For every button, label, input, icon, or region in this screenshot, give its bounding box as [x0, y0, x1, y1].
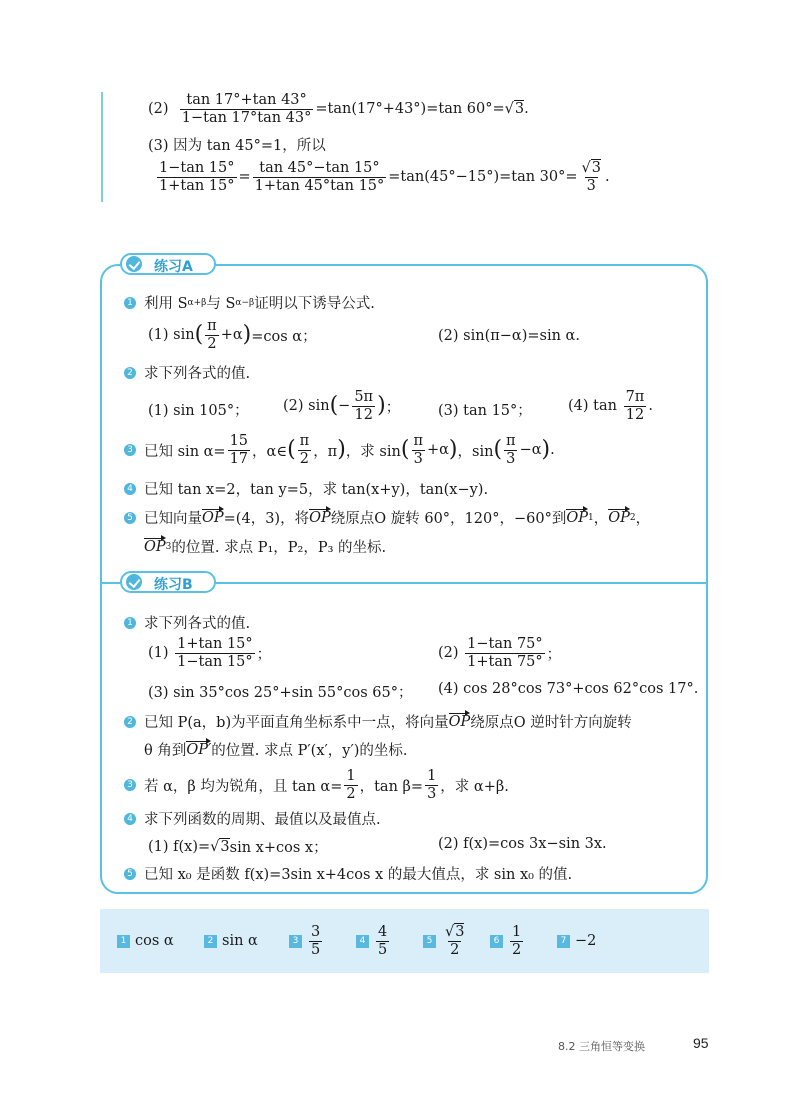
tan-fraction-1 — [175, 636, 255, 670]
fraction-denominator: 5 — [378, 941, 388, 958]
fraction-denominator: 1+tan 45°tan 15° — [254, 177, 385, 194]
practice-a-q1 — [124, 292, 375, 313]
fraction-numerator: 1 — [427, 768, 437, 784]
answer-number: 7 — [557, 935, 570, 948]
fraction-denominator: 3 — [427, 785, 437, 802]
pi-over-2 — [205, 318, 219, 352]
part3-fraction-1 — [157, 160, 237, 194]
subscript: 2 — [629, 512, 636, 523]
radicand: 3 — [220, 838, 230, 855]
answer-number: 3 — [289, 935, 302, 948]
fraction-numerator: 1−tan 75° — [467, 636, 543, 652]
answer-1 — [117, 909, 174, 973]
period: . — [524, 101, 529, 118]
question-number: 3 — [124, 444, 136, 456]
practice-a-q3 — [124, 433, 555, 467]
question-number: 1 — [124, 297, 136, 309]
practice-a-q2-part3: (3) tan 15°； — [438, 403, 532, 419]
practice-b-tab — [120, 571, 216, 593]
practice-a-q2 — [124, 362, 250, 383]
question-number: 4 — [124, 483, 136, 495]
subscript: α+β — [187, 297, 207, 308]
practice-b-q1 — [124, 612, 250, 633]
practice-b-q2 — [124, 711, 632, 732]
part2-label: (2) — [148, 101, 169, 118]
answer-number: 1 — [117, 935, 130, 948]
question-text: 求下列函数的周期、最值以及最值点. — [144, 812, 381, 828]
sqrt-3: √3 — [210, 838, 230, 855]
answer-strip — [100, 909, 709, 973]
q1-text: 与 S — [206, 296, 236, 312]
semicolon: ； — [546, 646, 562, 663]
q2-text: 绕原点O 逆时针方向旋转 — [470, 715, 632, 731]
left-paren: ( — [493, 437, 503, 463]
practice-a-tab — [120, 253, 216, 275]
fraction-numerator: π — [413, 433, 423, 449]
left-paren: ( — [400, 437, 410, 463]
equals-sign: = — [238, 169, 251, 186]
sqrt-3: √3 — [504, 101, 525, 118]
semicolon: ； — [385, 399, 401, 416]
pi-over-3 — [411, 433, 425, 467]
fifteen-over-seventeen — [228, 433, 250, 467]
fraction-denominator: 1−tan 17°tan 43° — [181, 109, 312, 126]
vector-op-1: OP — [566, 509, 588, 526]
question-number: 1 — [124, 617, 136, 629]
answer-5 — [423, 909, 468, 973]
right-paren: ) — [337, 437, 346, 463]
example-left-rule — [101, 92, 103, 202]
fraction-numerator: 3 — [311, 923, 321, 940]
vector-op-2: OP — [608, 509, 630, 526]
fraction-numerator: √3 — [581, 160, 602, 176]
function-rest: sin x+cos x； — [229, 840, 328, 856]
part3-middle: =tan(45°−15°)=tan 30°= — [388, 169, 578, 186]
q2-text: 已知 P(a，b)为平面直角坐标系中一点，将向量 — [144, 715, 449, 731]
question-number: 5 — [124, 868, 136, 880]
fraction-denominator: 3 — [506, 450, 516, 467]
fraction-denominator: 12 — [354, 406, 373, 423]
practice-b-q1-part4: (4) cos 28°cos 73°+cos 62°cos 17°. — [438, 681, 699, 697]
practice-a-q1-part1 — [148, 318, 317, 352]
practice-a-q1-part2: (2) sin(π−α)=sin α. — [438, 328, 580, 344]
q5-text: 已知向量 — [144, 511, 202, 527]
question-text: 求下列各式的值. — [144, 366, 251, 382]
q2-text: θ 角到 — [144, 743, 187, 759]
practice-b-q1-part1 — [148, 636, 271, 670]
inner-term: +α — [220, 327, 243, 344]
right-paren: ) — [448, 437, 458, 463]
answer-4 — [356, 909, 391, 973]
fraction-numerator: 1−tan 15° — [159, 160, 235, 176]
part3-fraction-3 — [580, 160, 603, 194]
q1-text: 证明以下诱导公式. — [254, 296, 375, 312]
pencil-check-icon — [126, 574, 142, 590]
radicand: 3 — [514, 101, 525, 118]
practice-b-q1-part3: (3) sin 35°cos 25°+sin 55°cos 65°； — [148, 685, 413, 701]
practice-b-q4-part2: (2) f(x)=cos 3x−sin 3x. — [438, 836, 607, 852]
fraction-numerator: 1 — [346, 768, 356, 784]
fraction-denominator: 5 — [311, 941, 321, 958]
subscript: 3 — [165, 541, 172, 552]
vector-op: OP — [448, 713, 471, 730]
practice-a-q2-part2 — [283, 389, 400, 423]
right-paren: ) — [541, 437, 551, 463]
practice-b-title: 练习B — [154, 577, 193, 593]
comma: ， — [593, 511, 609, 527]
practice-a-q2-part1: (1) sin 105°； — [148, 403, 249, 419]
fraction-denominator: 2 — [512, 941, 522, 958]
inner-term: +α — [426, 442, 449, 459]
fraction-numerator: tan 45°−tan 15° — [259, 160, 380, 176]
answer-number: 5 — [423, 935, 436, 948]
pencil-check-icon — [126, 256, 142, 272]
radicand: 3 — [455, 923, 465, 940]
question-number: 5 — [124, 512, 136, 524]
fraction-numerator: √3 — [445, 923, 465, 940]
left-paren: ( — [287, 437, 296, 463]
practice-a-title: 练习A — [154, 259, 193, 275]
practice-a-q4 — [124, 478, 488, 499]
part-label: (1) sin — [148, 327, 195, 344]
five-pi-over-12 — [352, 389, 375, 423]
example-part3-equation — [155, 160, 610, 194]
fraction-numerator: 1 — [512, 923, 522, 940]
question-text: 已知 tan x=2，tan y=5，求 tan(x+y)，tan(x−y). — [144, 482, 489, 498]
fraction-denominator: 2 — [346, 785, 356, 802]
q5-text: =(4，3)，将 — [223, 511, 310, 527]
vector-op: OP — [309, 509, 331, 526]
page-number: 95 — [693, 1035, 709, 1051]
fraction-denominator: 2 — [299, 450, 310, 467]
question-number: 2 — [124, 367, 136, 379]
fraction-denominator: 3 — [413, 450, 423, 467]
right-paren: ) — [377, 393, 386, 419]
answer-value: −2 — [575, 933, 597, 949]
part-label: (4) tan — [568, 398, 617, 415]
seven-pi-over-12 — [624, 389, 647, 423]
fraction-numerator: tan 17°+tan 43° — [186, 92, 307, 108]
part2-fraction — [180, 92, 314, 126]
vector-op-prime: OP′ — [186, 741, 212, 758]
fraction-denominator: 2 — [207, 335, 217, 352]
comma: ， — [635, 511, 651, 527]
question-text: 求下列各式的值. — [144, 616, 251, 632]
question-number: 4 — [124, 813, 136, 825]
part-label: (1) f(x)= — [148, 838, 211, 855]
footer-section-title: 8.2 三角恒等变换 — [558, 1040, 645, 1053]
answer-7 — [557, 909, 596, 973]
one-half — [344, 768, 357, 802]
subscript: 1 — [587, 512, 594, 523]
part-label: (1) — [148, 645, 169, 662]
semicolon: ； — [256, 646, 272, 663]
practice-b-q3 — [124, 768, 509, 802]
q1-text: 利用 S — [144, 296, 188, 312]
radicand: 3 — [591, 160, 602, 176]
fraction-numerator: π — [207, 318, 217, 334]
pi-over-3 — [504, 433, 518, 467]
practice-a-q5-line2 — [144, 536, 386, 557]
minus-sign: − — [338, 398, 351, 415]
answer-fraction — [443, 924, 466, 958]
period: . — [648, 398, 653, 415]
q3-text: ，求 α+β. — [440, 778, 509, 795]
q3-text: ，α∈ — [252, 443, 288, 460]
fraction-denominator: 12 — [625, 406, 645, 423]
answer-value: sin α — [222, 933, 258, 949]
q3-text: ，求 sin — [345, 443, 401, 460]
answer-number: 6 — [490, 935, 503, 948]
fraction-numerator: 7π — [625, 389, 645, 405]
fraction-denominator: 1+tan 15° — [159, 177, 235, 194]
answer-6 — [490, 909, 525, 973]
practice-b-q4-part1 — [148, 836, 328, 857]
practice-b-q1-part2 — [438, 636, 561, 670]
answer-value: cos α — [135, 933, 174, 949]
tan-fraction-2 — [465, 636, 545, 670]
part3-fraction-2 — [253, 160, 387, 194]
fraction-denominator: 3 — [586, 177, 596, 194]
fraction-numerator: π — [506, 433, 516, 449]
fraction-denominator: 1+tan 75° — [467, 653, 543, 670]
period: . — [550, 442, 555, 459]
answer-number: 4 — [356, 935, 369, 948]
practice-b-q5 — [124, 863, 572, 884]
q3-text: 若 α，β 均为锐角，且 tan α= — [144, 778, 343, 795]
q3-text: ，tan β= — [359, 778, 424, 795]
fraction-denominator: 2 — [450, 941, 460, 958]
inner-term: −α — [519, 442, 542, 459]
part2-equation: =tan(17°+43°)=tan 60°= — [315, 101, 505, 118]
answer-fraction — [376, 924, 389, 958]
practice-b-q4 — [124, 808, 381, 829]
example-part2 — [148, 92, 529, 126]
fraction-numerator: 15 — [229, 433, 249, 449]
fraction-numerator: 1+tan 15° — [177, 636, 253, 652]
answer-number: 2 — [204, 935, 217, 948]
question-text: 已知 x₀ 是函数 f(x)=3sin x+4cos x 的最大值点，求 sin x₀ 的值. — [144, 867, 573, 883]
part-label: (2) sin — [283, 398, 330, 415]
part-label: (2) — [438, 645, 459, 662]
q5-text: 绕原点O 旋转 60°，120°，−60°到 — [330, 511, 567, 527]
one-third — [425, 768, 438, 802]
subscript: α−β — [235, 297, 255, 308]
question-number: 3 — [124, 779, 136, 791]
q5-text: 的位置. 求点 P₁，P₂，P₃ 的坐标. — [171, 540, 387, 556]
vector-op: OP — [202, 509, 224, 526]
pi-over-2 — [298, 433, 312, 467]
right-paren: ) — [242, 322, 252, 348]
period: . — [605, 169, 610, 186]
fraction-denominator: 17 — [229, 450, 249, 467]
question-number: 2 — [124, 716, 136, 728]
practice-b-q2-line2 — [144, 739, 408, 760]
q3-text: 已知 sin α= — [144, 443, 226, 460]
fraction-numerator: 4 — [378, 923, 388, 940]
answer-fraction — [510, 924, 523, 958]
answer-fraction — [309, 924, 322, 958]
example-part3-intro: (3) 因为 tan 45°=1，所以 — [148, 138, 326, 154]
q2-text: 的位置. 求点 P′(x′，y′)的坐标. — [211, 743, 408, 759]
left-paren: ( — [329, 393, 339, 419]
vector-op-3: OP — [144, 538, 166, 555]
fraction-numerator: π — [299, 433, 310, 449]
practice-a-q2-part4 — [568, 389, 653, 423]
answer-3 — [289, 909, 324, 973]
answer-2 — [204, 909, 258, 973]
fraction-denominator: 1−tan 15° — [177, 653, 253, 670]
interval-end: ，π — [313, 443, 338, 460]
fraction-numerator: 5π — [354, 389, 374, 405]
left-paren: ( — [194, 322, 204, 348]
equation-rest: =cos α； — [251, 328, 317, 345]
practice-a-q5 — [124, 507, 650, 528]
q3-text: ，sin — [457, 443, 494, 460]
